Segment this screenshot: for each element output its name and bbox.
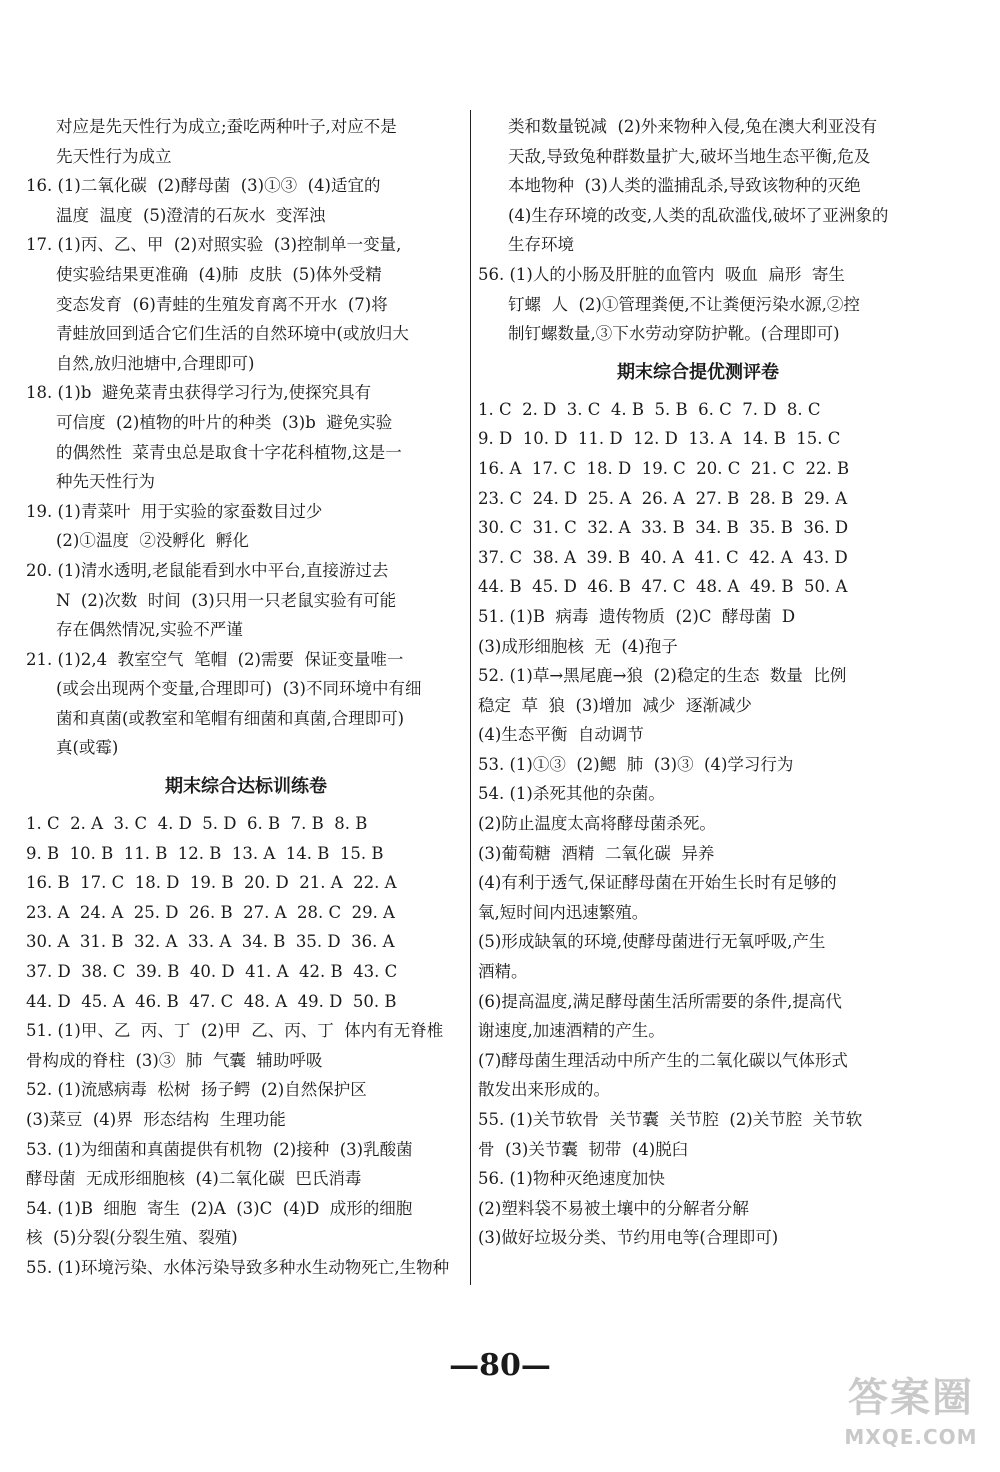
answer-line: 散发出来形成的。: [478, 1080, 610, 1100]
answer-line: 制钉螺数量,③下水劳动穿防护靴。(合理即可): [508, 324, 840, 344]
answer-line: 1. C 2. D 3. C 4. B 5. B 6. C 7. D 8. C: [478, 399, 821, 419]
watermark-url: MXQE.COM: [844, 1425, 978, 1449]
answer-line: 先天性行为成立: [56, 146, 172, 166]
answer-line: 30. C 31. C 32. A 33. B 34. B 35. B 36. D: [478, 518, 849, 538]
answer-line: 稳定 草 狼 (3)增加 减少 逐渐减少: [478, 695, 752, 715]
answer-line: 种先天性行为: [56, 472, 155, 492]
answer-line: (6)提高温度,满足酵母菌生活所需要的条件,提高代: [478, 991, 842, 1011]
left-column: [26, 112, 466, 1283]
answer-line: 类和数量锐减 (2)外来物种入侵,兔在澳大利亚没有: [508, 117, 878, 136]
answer-line: 16. A 17. C 18. D 19. C 20. C 21. C 22. B: [478, 458, 850, 478]
answer-line: 56. (1)物种灭绝速度加快: [478, 1169, 665, 1189]
answer-line: 菌和真菌(或教室和笔帽有细菌和真菌,合理即可): [56, 708, 405, 728]
answer-line: 21. (1)2,4 教室空气 笔帽 (2)需要 保证变量唯一: [26, 649, 404, 669]
answer-line: 核 (5)分裂(分裂生殖、裂殖): [26, 1228, 238, 1248]
answer-line: (7)酵母菌生理活动中所产生的二氧化碳以气体形式: [478, 1050, 848, 1070]
answer-line: (4)有利于透气,保证酵母菌在开始生长时有足够的: [478, 873, 837, 893]
watermark-text: 答案圈: [848, 1375, 974, 1421]
answer-line: 17. (1)丙、乙、甲 (2)对照实验 (3)控制单一变量,: [26, 235, 402, 255]
answer-line: 温度 温度 (5)澄清的石灰水 变浑浊: [56, 205, 326, 225]
answer-line: 18. (1)b 避免菜青虫获得学习行为,使探究具有: [26, 383, 372, 403]
left-answers-part2: [26, 809, 466, 1283]
answer-line: 对应是先天性行为成立;蚕吃两种叶子,对应不是: [56, 117, 397, 136]
answer-line: 可信度 (2)植物的叶片的种类 (3)b 避免实验: [56, 412, 393, 432]
answer-line: 自然,放归池塘中,合理即可): [56, 353, 255, 373]
answer-line: 52. (1)流感病毒 松树 扬子鳄 (2)自然保护区: [26, 1080, 367, 1100]
answer-line: 51. (1)B 病毒 遗传物质 (2)C 酵母菌 D: [478, 606, 796, 626]
column-divider: [470, 110, 471, 1285]
answer-line: 生存环境: [508, 235, 574, 255]
answer-line: 酵母菌 无成形细胞核 (4)二氧化碳 巴氏消毒: [26, 1169, 362, 1189]
answer-line: 55. (1)关节软骨 关节囊 关节腔 (2)关节腔 关节软: [478, 1110, 863, 1129]
answer-line: 53. (1)①③ (2)鳃 肺 (3)③ (4)学习行为: [478, 754, 794, 774]
answer-line: N (2)次数 时间 (3)只用一只老鼠实验有可能: [56, 590, 397, 610]
answer-line: 使实验结果更准确 (4)肺 皮肤 (5)体外受精: [56, 264, 382, 284]
answer-line: 54. (1)杀死其他的杂菌。: [478, 784, 665, 804]
answer-line: 19. (1)青菜叶 用于实验的家蚕数目过少: [26, 501, 323, 521]
section-heading-dabiao: 期末综合达标训练卷: [165, 776, 327, 798]
answer-line: 53. (1)为细菌和真菌提供有机物 (2)接种 (3)乳酸菌: [26, 1139, 413, 1159]
answer-line: 44. D 45. A 46. B 47. C 48. A 49. D 50. B: [26, 991, 397, 1011]
answer-line: 23. C 24. D 25. A 26. A 27. B 28. B 29. A: [478, 488, 848, 508]
answer-line: 青蛙放回到适合它们生活的自然环境中(或放归大: [56, 324, 409, 344]
answer-line: 20. (1)清水透明,老鼠能看到水中平台,直接游过去: [26, 560, 389, 580]
answer-line: 的偶然性 菜青虫总是取食十字花科植物,这是一: [56, 442, 402, 462]
answer-line: 16. (1)二氧化碳 (2)酵母菌 (3)①③ (4)适宜的: [26, 176, 381, 196]
answer-line: 51. (1)甲、乙 丙、丁 (2)甲 乙、丙、丁 体内有无脊椎: [26, 1021, 444, 1041]
answer-line: (3)葡萄糖 酒精 二氧化碳 异养: [478, 843, 715, 863]
answer-line: 56. (1)人的小肠及肝脏的血管内 吸血 扁形 寄生: [478, 264, 845, 284]
right-column: [478, 112, 918, 1253]
answer-line: (3)菜豆 (4)界 形态结构 生理功能: [26, 1110, 286, 1129]
right-answers-part1: [478, 112, 918, 349]
answer-line: (3)成形细胞核 无 (4)孢子: [478, 636, 678, 656]
answer-line: 变态发育 (6)青蛙的生殖发育离不开水 (7)将: [56, 294, 388, 314]
answer-line: (4)生存环境的改变,人类的乱砍滥伐,破坏了亚洲象的: [508, 205, 889, 225]
answer-line: 酒精。: [478, 962, 528, 982]
answer-line: 30. A 31. B 32. A 33. A 34. B 35. D 36. A: [26, 932, 395, 952]
answer-line: (5)形成缺氧的环境,使酵母菌进行无氧呼吸,产生: [478, 932, 826, 952]
answer-line: 谢速度,加速酒精的产生。: [478, 1021, 665, 1041]
answer-line: 55. (1)环境污染、水体污染导致多种水生动物死亡,生物种: [26, 1257, 450, 1277]
answer-line: 真(或霉): [56, 738, 119, 758]
answer-line: 骨构成的脊柱 (3)③ 肺 气囊 辅助呼吸: [26, 1050, 323, 1070]
section-heading-tiyou: 期末综合提优测评卷: [617, 361, 779, 383]
answer-line: 52. (1)草→黑尾鹿→狼 (2)稳定的生态 数量 比例: [478, 666, 847, 686]
answer-line: 9. D 10. D 11. D 12. D 13. A 14. B 15. C: [478, 429, 841, 449]
answer-line: 9. B 10. B 11. B 12. B 13. A 14. B 15. B: [26, 843, 384, 863]
answer-line: 氧,短时间内迅速繁殖。: [478, 902, 649, 922]
answer-line: 16. B 17. C 18. D 19. B 20. D 21. A 22. A: [26, 873, 397, 893]
answer-line: 1. C 2. A 3. C 4. D 5. D 6. B 7. B 8. B: [26, 814, 368, 834]
answer-line: 钉螺 人 (2)①管理粪便,不让粪便污染水源,②控: [508, 294, 860, 314]
answer-line: 天敌,导致兔种群数量扩大,破坏当地生态平衡,危及: [508, 146, 871, 166]
answer-line: 骨 (3)关节囊 韧带 (4)脱臼: [478, 1139, 689, 1159]
page-number: —80—: [449, 1348, 551, 1383]
left-answers-part1: [26, 112, 466, 763]
answer-line: 本地物种 (3)人类的滥捕乱杀,导致该物种的灭绝: [508, 176, 861, 196]
answer-line: (3)做好垃圾分类、节约用电等(合理即可): [478, 1228, 779, 1248]
answer-line: 54. (1)B 细胞 寄生 (2)A (3)C (4)D 成形的细胞: [26, 1198, 413, 1218]
answer-line: (2)塑料袋不易被土壤中的分解者分解: [478, 1198, 749, 1218]
answer-line: (2)①温度 ②没孵化 孵化: [56, 531, 249, 551]
answer-line: 23. A 24. A 25. D 26. B 27. A 28. C 29. A: [26, 902, 395, 922]
answer-line: 存在偶然情况,实验不严谨: [56, 620, 243, 640]
answer-line: (或会出现两个变量,合理即可) (3)不同环境中有细: [56, 679, 422, 699]
right-answers-part2: [478, 395, 918, 1253]
answer-line: 44. B 45. D 46. B 47. C 48. A 49. B 50. A: [478, 577, 848, 597]
answer-line: (2)防止温度太高将酵母菌杀死。: [478, 814, 716, 834]
answer-line: 37. D 38. C 39. B 40. D 41. A 42. B 43. C: [26, 962, 398, 982]
answer-line: (4)生态平衡 自动调节: [478, 725, 644, 745]
watermark-logo: [836, 1372, 986, 1460]
answer-line: 37. C 38. A 39. B 40. A 41. C 42. A 43. D: [478, 547, 848, 567]
